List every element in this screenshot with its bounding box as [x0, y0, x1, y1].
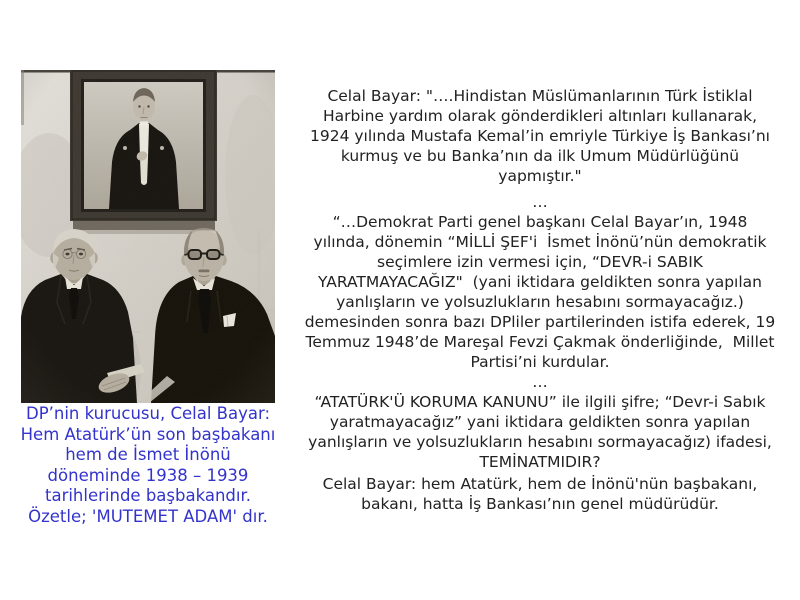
caption-line: Hem Atatürk’ün son başbakanı — [20, 424, 276, 444]
ellipsis-separator: … — [532, 373, 548, 391]
text-line: Temmuz 1948’de Mareşal Fevzi Çakmak önderliğinde, Millet — [305, 333, 775, 351]
text-line: demesinden sonra bazı DPliler partilerinden istifa ederek, 19 — [304, 313, 776, 331]
photo-inonu-bayar — [21, 70, 275, 403]
caption-line: tarihlerinde başbakandır. — [44, 486, 251, 506]
text-line: Partisi’ni kurdular. — [470, 353, 610, 371]
text-line: kurmuş ve bu Banka’nın da ilk Umum Müdürlüğünü — [340, 147, 740, 165]
paragraph-3 — [280, 392, 800, 472]
text-line: “ATATÜRK'Ü KORUMA KANUNU” ile ilgili şifre; “Devr-i Sabık — [314, 393, 766, 411]
caption-line: döneminde 1938 – 1939 — [47, 465, 249, 485]
ellipsis-separator: … — [532, 193, 548, 211]
caption-line: Özetle; 'MUTEMET ADAM' dır. — [28, 506, 268, 526]
paragraph-2 — [280, 212, 800, 372]
photo-illustration — [21, 70, 275, 403]
caption-line: DP’nin kurucusu, Celal Bayar: — [25, 404, 271, 423]
text-line: TEMİNATMIDIR? — [479, 453, 601, 471]
paragraph-4 — [280, 474, 800, 514]
text-line: yılında, dönemin “MİLLİ ŞEF'i İsmet İnönü’nün demokratik — [313, 233, 767, 251]
body-text — [280, 86, 800, 514]
text-line: yanlışların ve yolsuzlukların hesabını sormayacağız.) — [336, 293, 744, 311]
text-line: “…Demokrat Parti genel başkanı Celal Bayar’ın, 1948 — [332, 213, 748, 231]
text-line: 1924 yılında Mustafa Kemal’in emriyle Türkiye İş Bankası’nı — [310, 127, 770, 145]
text-line: Celal Bayar: hem Atatürk, hem de İnönü'nün başbakanı, — [322, 475, 758, 493]
text-line: bakanı, hatta İş Bankası’nın genel müdürüdür. — [361, 495, 719, 513]
photo-grain — [21, 70, 275, 403]
paragraph-1 — [280, 86, 800, 186]
text-line: yaratmayacağız” yani iktidara geldikten sonra yapılan — [329, 413, 751, 431]
text-line: yanlışların ve yolsuzlukların hesabını sormayacağız) ifadesi, — [308, 433, 772, 451]
photo-caption — [2, 404, 294, 528]
text-line: Celal Bayar: "….Hindistan Müslümanlarının Türk İstiklal — [327, 87, 753, 105]
caption-line: hem de İsmet İnönü — [65, 445, 231, 465]
text-line: Harbine yardım olarak gönderdikleri altınları kullanarak, — [322, 107, 758, 125]
text-line: seçimlere izin vermesi için, “DEVR-i SABIK — [377, 253, 703, 271]
text-line: YARATMAYACAĞIZ" (yani iktidara geldikten sonra yapılan — [318, 273, 762, 291]
text-line: yapmıştır." — [498, 167, 582, 185]
